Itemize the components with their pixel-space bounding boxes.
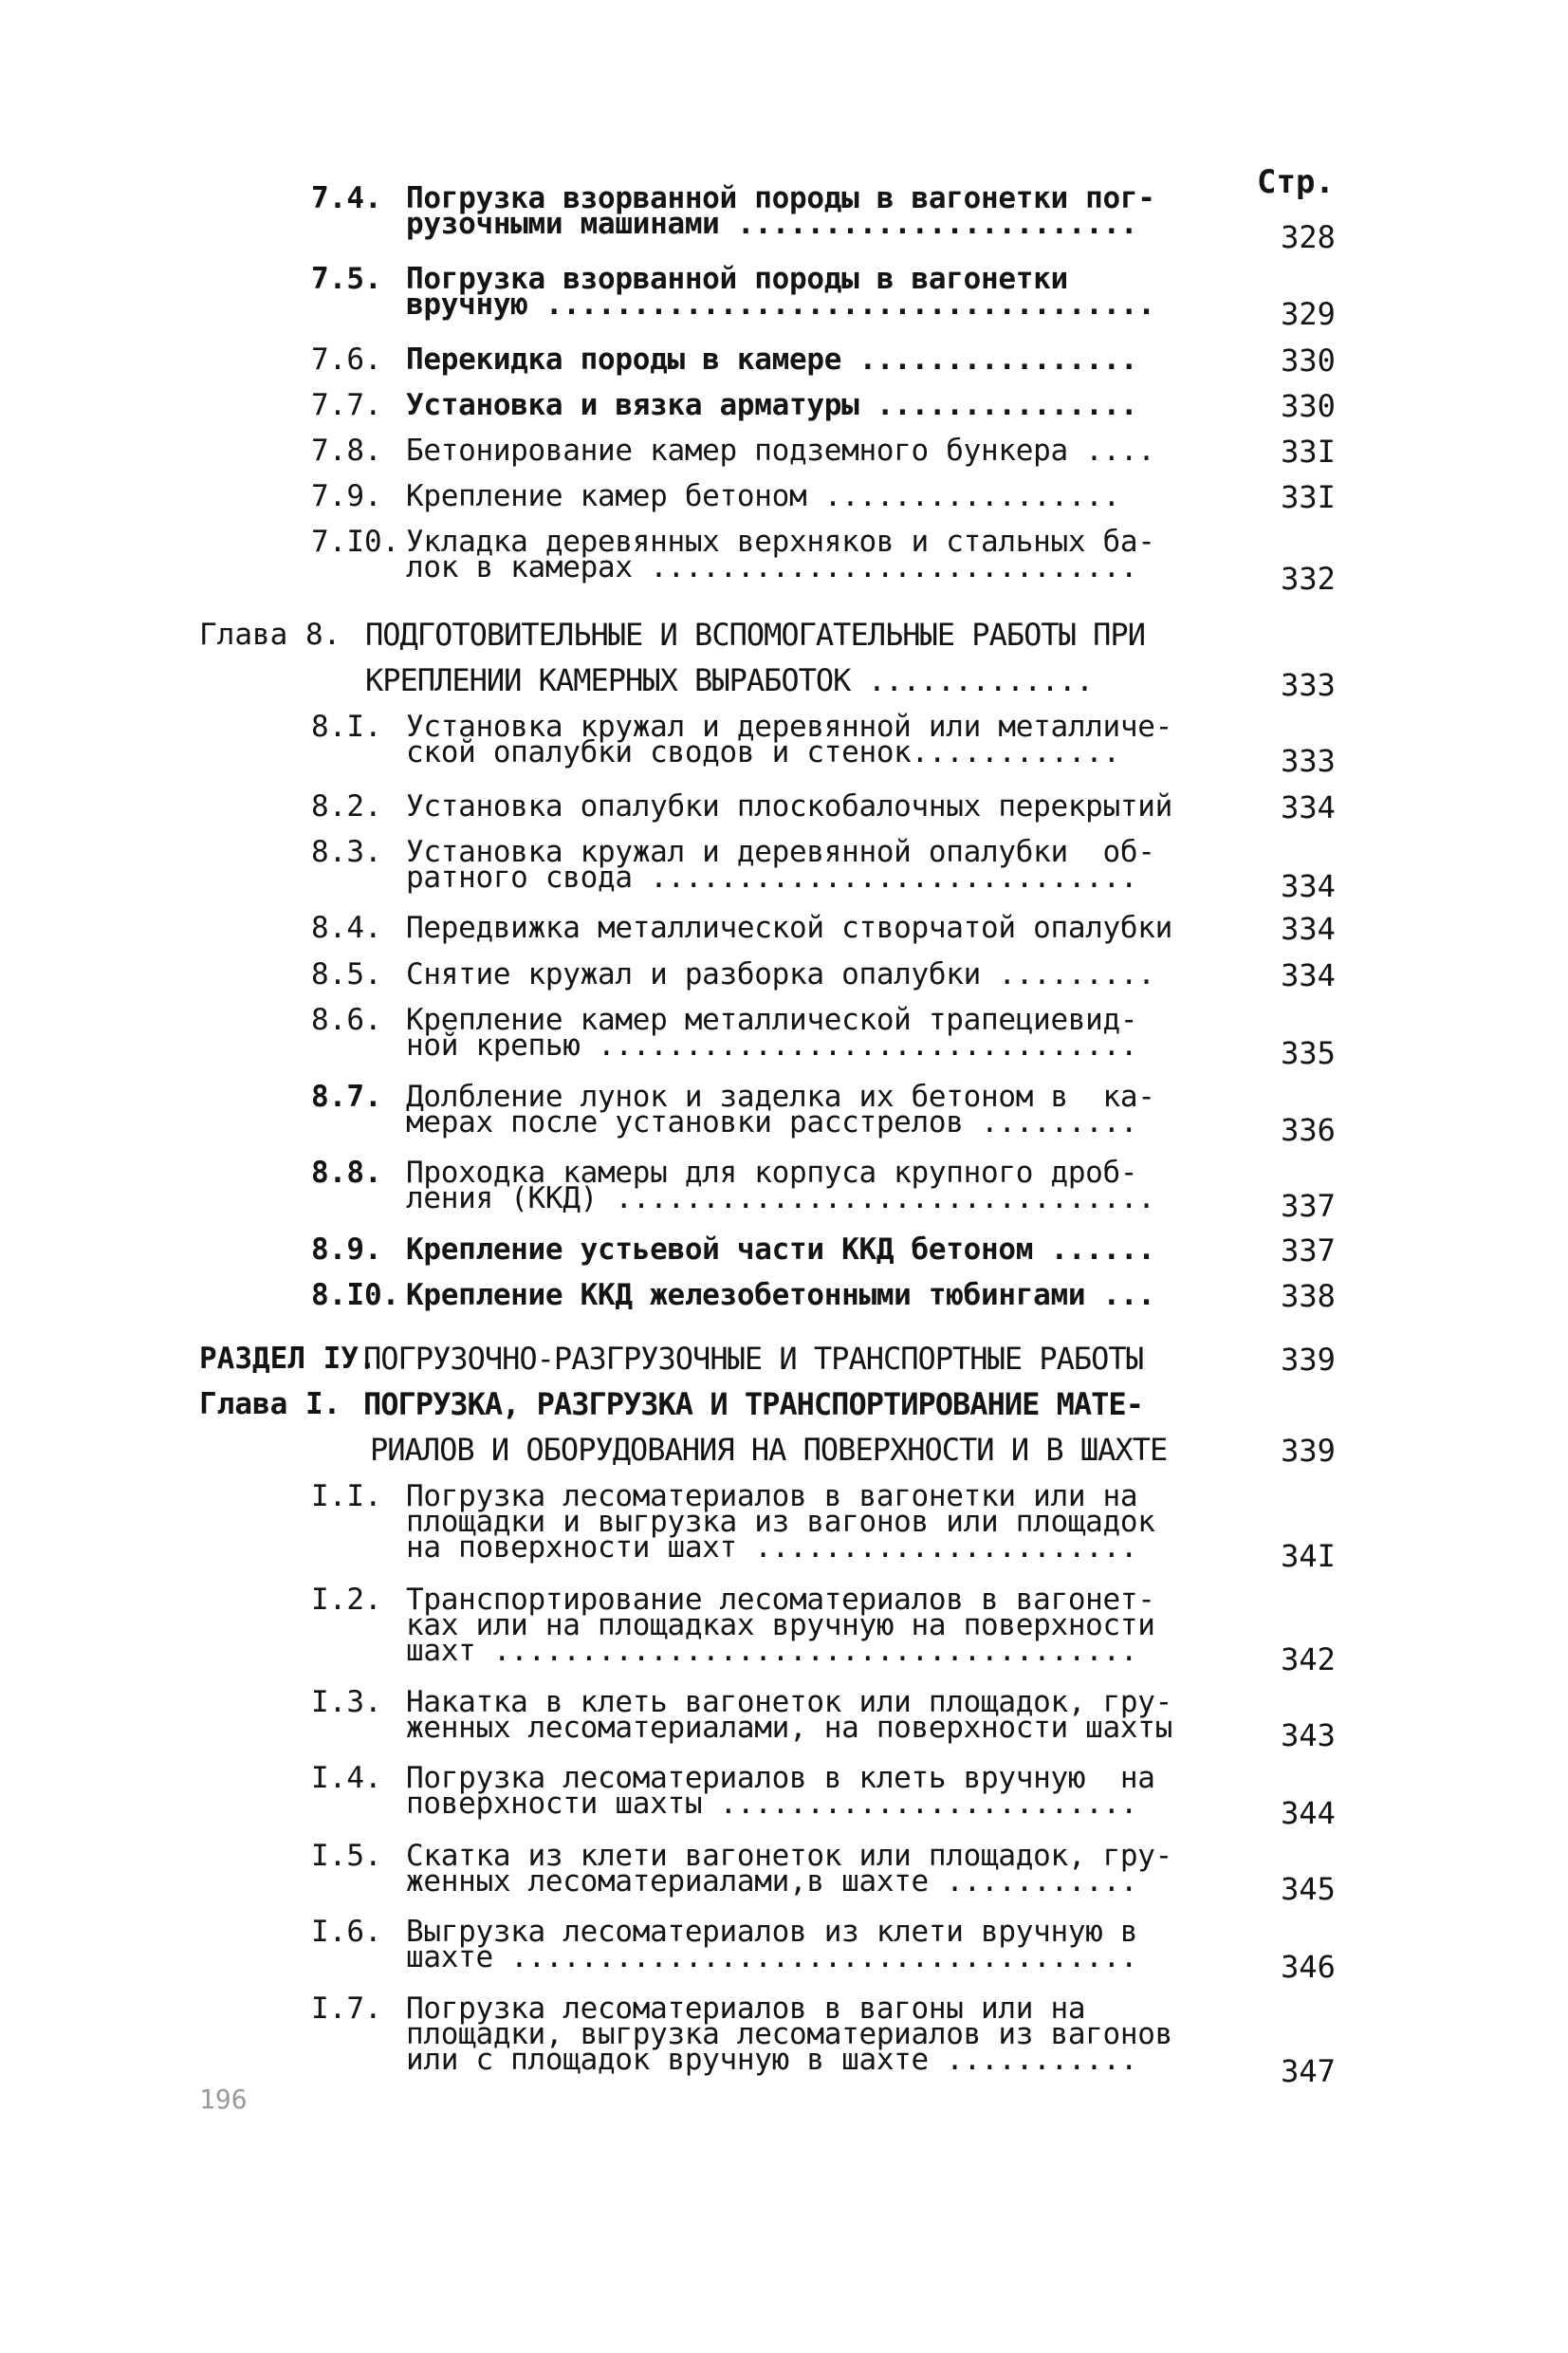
entry-page-number: 333 bbox=[1281, 667, 1336, 703]
entry-title-line: Установка опалубки плоскобалочных перекрытий bbox=[406, 789, 1172, 824]
entry-title-line: Крепление ККД железобетонными тюбингами ... bbox=[406, 1278, 1155, 1312]
entry-page-number: 339 bbox=[1281, 1342, 1336, 1378]
section-label: РАЗДЕЛ IУ. bbox=[199, 1342, 377, 1376]
page-folio-number: 196 bbox=[199, 2084, 248, 2115]
entry-title-line: Передвижка металлической створчатой опалубки bbox=[406, 911, 1172, 945]
entry-title-line: поверхности шахты ........................ bbox=[406, 1787, 1138, 1821]
entry-title-line: площадки и выгрузка из вагонов или площадок bbox=[406, 1505, 1155, 1539]
chapter-label: Глава I. bbox=[199, 1387, 341, 1421]
entry-title-line: шахт ..................................... bbox=[406, 1634, 1138, 1668]
entry-title-line: Крепление камер бетоном ................. bbox=[406, 479, 1120, 513]
entry-title-line: Выгрузка лесоматериалов из клети вручную в bbox=[406, 1915, 1138, 1949]
entry-title-line: мерах после установки расстрелов ......... bbox=[406, 1105, 1138, 1139]
entry-page-number: 338 bbox=[1281, 1278, 1336, 1314]
entry-title-line: Перекидка породы в камере ................ bbox=[406, 343, 1138, 377]
chapter-title-line: КРЕПЛЕНИИ КАМЕРНЫХ ВЫРАБОТОК ............. bbox=[365, 662, 1094, 698]
entry-page-number: 337 bbox=[1281, 1232, 1336, 1269]
entry-title-line: Погрузка взорванной породы в вагонетки пог- bbox=[406, 181, 1155, 215]
entry-page-number: 343 bbox=[1281, 1717, 1336, 1753]
entry-number: 7.6. bbox=[311, 343, 382, 377]
entry-title-line: Установка кружал и деревянной или металличе- bbox=[406, 710, 1172, 744]
entry-number: 8.8. bbox=[311, 1156, 382, 1190]
entry-title-line: Бетонирование камер подземного бункера .... bbox=[406, 434, 1155, 468]
entry-number: 8.2. bbox=[311, 789, 382, 824]
entry-page-number: 334 bbox=[1281, 911, 1336, 947]
entry-number: 7.I0. bbox=[311, 525, 400, 559]
entry-number: I.3. bbox=[311, 1685, 382, 1719]
entry-title-line: Укладка деревянных верхняков и стальных ба- bbox=[406, 525, 1155, 559]
entry-page-number: 335 bbox=[1281, 1035, 1336, 1071]
entry-title-line: Погрузка лесоматериалов в клеть вручную на bbox=[406, 1761, 1155, 1795]
entry-number: 8.4. bbox=[311, 911, 382, 945]
entry-number: I.6. bbox=[311, 1915, 382, 1949]
entry-number: I.2. bbox=[311, 1583, 382, 1617]
entry-page-number: 334 bbox=[1281, 868, 1336, 904]
entry-page-number: 339 bbox=[1281, 1433, 1336, 1469]
entry-title-line: Крепление камер металлической трапециевид- bbox=[406, 1003, 1138, 1037]
entry-page-number: 333 bbox=[1281, 743, 1336, 779]
entry-number: 8.5. bbox=[311, 957, 382, 991]
entry-number: I.7. bbox=[311, 1992, 382, 2026]
entry-title-line: Погрузка лесоматериалов в вагонетки или на bbox=[406, 1479, 1138, 1513]
entry-page-number: 336 bbox=[1281, 1112, 1336, 1148]
entry-title-line: Погрузка лесоматериалов в вагоны или на bbox=[406, 1992, 1086, 2026]
entry-title-line: Накатка в клеть вагонеток или площадок, гру- bbox=[406, 1685, 1172, 1719]
entry-title-line: ления (ККД) ............................... bbox=[406, 1181, 1155, 1215]
entry-page-number: 337 bbox=[1281, 1188, 1336, 1224]
entry-page-number: 342 bbox=[1281, 1641, 1336, 1677]
entry-title-line: Проходка камеры для корпуса крупного дроб- bbox=[406, 1156, 1138, 1190]
entry-page-number: 344 bbox=[1281, 1795, 1336, 1831]
entry-page-number: 347 bbox=[1281, 2053, 1336, 2089]
entry-page-number: 334 bbox=[1281, 957, 1336, 993]
entry-number: 7.4. bbox=[311, 181, 382, 215]
chapter-title-line: ПОДГОТОВИТЕЛЬНЫЕ И ВСПОМОГАТЕЛЬНЫЕ РАБОТЫ ПРИ bbox=[365, 617, 1145, 653]
chapter-title-line: РИАЛОВ И ОБОРУДОВАНИЯ НА ПОВЕРХНОСТИ И В ШАХТЕ bbox=[370, 1432, 1168, 1468]
entry-number: 8.6. bbox=[311, 1003, 382, 1037]
entry-title-line: или с площадок вручную в шахте ........... bbox=[406, 2043, 1138, 2077]
entry-page-number: 330 bbox=[1281, 343, 1336, 379]
entry-number: 7.9. bbox=[311, 479, 382, 513]
entry-page-number: 345 bbox=[1281, 1871, 1336, 1907]
entry-page-number: 330 bbox=[1281, 388, 1336, 424]
entry-title-line: вручную ................................... bbox=[406, 287, 1155, 322]
entry-title-line: Транспортирование лесоматериалов в вагонет- bbox=[406, 1583, 1155, 1617]
section-title-line: ПОГРУЗОЧНО-РАЗГРУЗОЧНЫЕ И ТРАНСПОРТНЫЕ РАБОТЫ bbox=[363, 1341, 1143, 1377]
chapter-title-line: ПОГРУЗКА, РАЗГРУЗКА И ТРАНСПОРТИРОВАНИЕ МАТЕ- bbox=[363, 1386, 1143, 1422]
entry-title-line: площадки, выгрузка лесоматериалов из вагонов bbox=[406, 2017, 1172, 2051]
entry-page-number: 334 bbox=[1281, 789, 1336, 825]
entry-number: 8.I. bbox=[311, 710, 382, 744]
entry-title-line: шахте .................................... bbox=[406, 1940, 1138, 1974]
entry-title-line: Погрузка взорванной породы в вагонетки bbox=[406, 262, 1068, 296]
entry-page-number: 328 bbox=[1281, 219, 1336, 255]
entry-title-line: ках или на площадках вручную на поверхности bbox=[406, 1608, 1155, 1642]
entry-page-number: 329 bbox=[1281, 296, 1336, 332]
entry-number: 8.9. bbox=[311, 1232, 382, 1267]
entry-number: 7.8. bbox=[311, 434, 382, 468]
entry-title-line: ратного свода ............................ bbox=[406, 861, 1138, 895]
entry-title-line: Скатка из клети вагонеток или площадок, гру- bbox=[406, 1839, 1172, 1873]
entry-title-line: Установка и вязка арматуры ............... bbox=[406, 388, 1138, 422]
chapter-label: Глава 8. bbox=[199, 618, 341, 652]
entry-title-line: рузочными машинами ....................... bbox=[406, 207, 1138, 241]
entry-page-number: 34I bbox=[1281, 1538, 1336, 1574]
entry-number: 7.5. bbox=[311, 262, 382, 296]
page-column-label: Стр. bbox=[1257, 163, 1335, 201]
entry-page-number: 33I bbox=[1281, 434, 1336, 470]
entry-number: I.5. bbox=[311, 1839, 382, 1873]
entry-number: 8.7. bbox=[311, 1080, 382, 1114]
entry-title-line: лок в камерах ............................ bbox=[406, 550, 1138, 584]
entry-number: I.4. bbox=[311, 1761, 382, 1795]
entry-title-line: ской опалубки сводов и стенок............ bbox=[406, 735, 1120, 769]
entry-page-number: 33I bbox=[1281, 479, 1336, 515]
entry-title-line: женных лесоматериалами,в шахте ........... bbox=[406, 1864, 1138, 1899]
entry-number: 8.3. bbox=[311, 835, 382, 869]
entry-title-line: ной крепью ............................... bbox=[406, 1028, 1138, 1063]
entry-number: 7.7. bbox=[311, 388, 382, 422]
entry-title-line: Снятие кружал и разборка опалубки ......... bbox=[406, 957, 1155, 991]
entry-page-number: 346 bbox=[1281, 1949, 1336, 1985]
entry-title-line: женных лесоматериалами, на поверхности шахты bbox=[406, 1711, 1172, 1745]
entry-number: I.I. bbox=[311, 1479, 382, 1513]
entry-title-line: на поверхности шахт ...................... bbox=[406, 1530, 1138, 1565]
entry-title-line: Долбление лунок и заделка их бетоном в ка- bbox=[406, 1080, 1155, 1114]
entry-number: 8.I0. bbox=[311, 1278, 400, 1312]
entry-page-number: 332 bbox=[1281, 561, 1336, 597]
entry-title-line: Установка кружал и деревянной опалубки об- bbox=[406, 835, 1155, 869]
entry-title-line: Крепление устьевой части ККД бетоном ...... bbox=[406, 1232, 1155, 1267]
